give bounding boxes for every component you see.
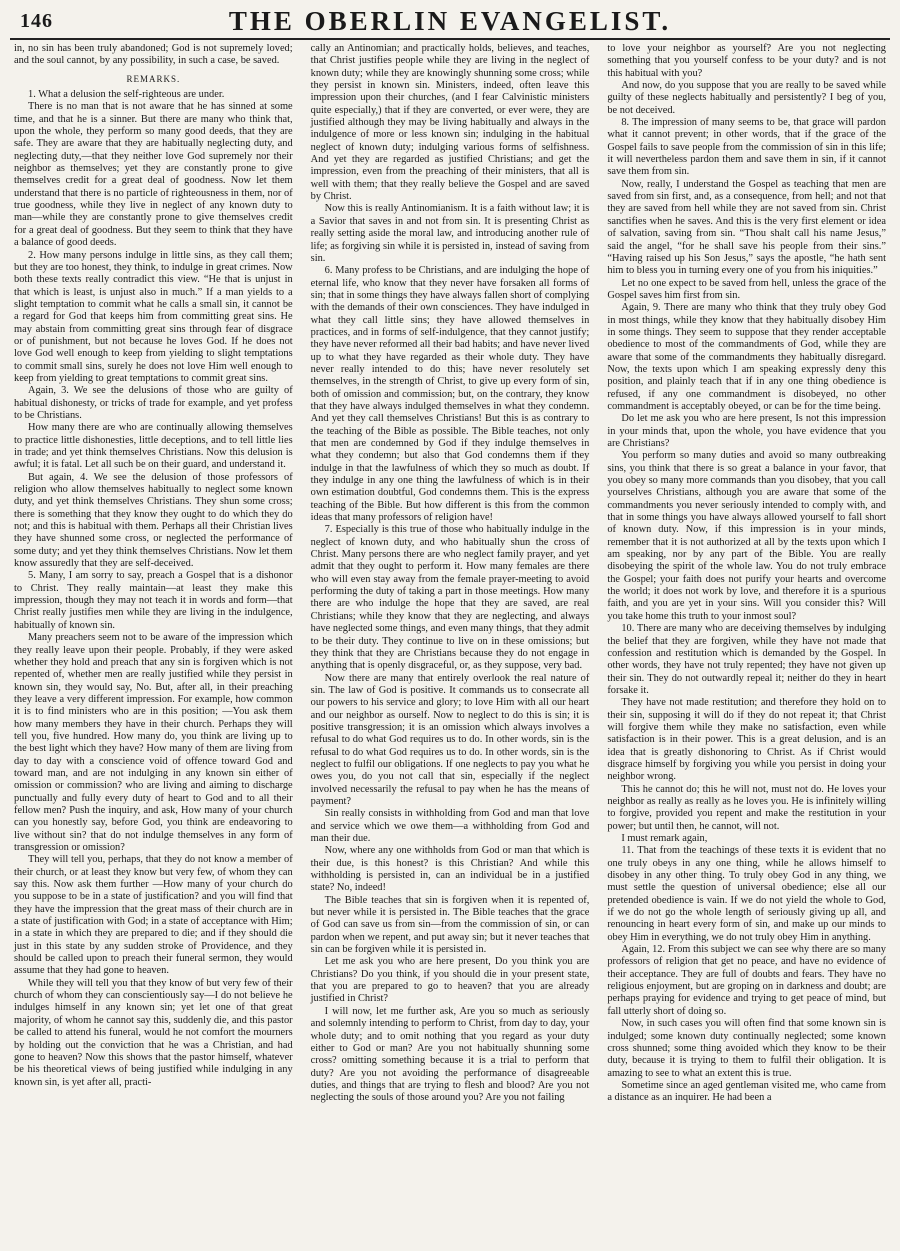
paragraph: Again, 9. There are many who think that they truly obey God in most things, while they know that they habitually disobey Him in some things. They seem to suppose that they render acceptable obedience to most of the commandments of God, while they are aware that some of the commandments they habitually disregard. Now, the texts upon which I am speaking expressly deny this position, and plainly teach that if in any one thing obedience is refused, if any one commandment is disobeyed, no other commandment is acceptably obeyed, or can be for the time being. [607,302,886,412]
paragraph: Let no one expect to be saved from hell, unless the grace of the Gospel saves him first from sin. [607,277,886,301]
paragraph: While they will tell you that they know of but very few of their church of whom they can conscientiously say—I do not believe he indulges himself in any known sin; yet let one of that great majority, of whom he cannot say this, suddenly die, and this pastor be called to attend his funeral, would he not comfort the mourners by holding out the conviction that he was a Christian, and had gone to heaven? Now this shows that the pastor himself, whatever be his theoretical views of being justified while indulging in any known sin, is yet after all, practi- [14,977,293,1088]
paragraph: Again, 12. From this subject we can see why there are so many professors of religion that get no peace, and have no evidence of their acceptance. They are full of doubts and fears. They have no religious enjoyment, but are groping on in darkness and doubt; are perhaps praying for evidence and trying to get peace of mind, but fall utterly short of doing so. [607,944,886,1017]
paragraph: And now, do you suppose that you are really to be saved while guilty of these neglects habitually and persistently? I beg of you, be not deceived. [607,80,886,116]
paragraph: How many there are who are continually allowing themselves to practice little dishonesties, little deceptions, and to tell little lies in trade; and yet think themselves Christians. Now this delusion is awful; it is fatal. Let all such be on their guard, and understand it. [14,422,293,471]
paragraph: 2. How many persons indulge in little sins, as they call them; but they are too honest, they think, to indulge in great crimes. Now both these texts really contradict this view. “He that is unjust in that which is least, is unjust also in much.” If a man yields to a slight temptation to commit what he calls a small sin, it cannot be a regard for God that keeps him from committing great sins. He may abstain from committing great sins through fear of disgrace or of punishment, but not because he loves God. If he does not love God well enough to keep from yielding to slight temptations to commit small sins, surely he does not love Him well enough to keep from yielding to great temptations to commit great sins. [14,249,293,384]
paragraph: There is no man that is not aware that he has sinned at some time, and that he is a sinner. But there are many who think that, upon the whole, they perform so many good deeds, that they are safe. They are aware that they are habitually neglecting duty, and neglecting duty,—that they neither love God supremely nor their neighbor as themselves; yet they are constantly prone to give themselves credit for a great deal of goodness. Now let them understand that there is no particle of righteousness in them, nor of true goodness, while they live in neglect of any known duty to man—while they are constantly prone to give themselves credit for a great deal of goodness. But they seem to think that they have a balance of good deeds. [14,101,293,249]
paragraph: You perform so many duties and avoid so many outbreaking sins, you think that there is so great a balance in your favor, that you obey so many more commands than you disobey, that you call yourselves Christians, although you are aware that some of the commandments you never seriously intended to comply with, and that in some things you have always allowed yourself to fall short of known duty. Now, if this impression is in your minds, remember that it is not authorized at all by the texts upon which I am speaking, nor by any part of the Bible. You are really disobeying the spirit of the whole law. You do not truly embrace the Gospel; your faith does not purify your hearts and overcome the world; it does not work by love, and therefore it is a spurious faith, and you are yet in your sins. Will you consider this? Will you take home this truth to your inmost soul? [607,450,886,622]
paragraph: I will now, let me further ask, Are you so much as seriously and solemnly intending to perform to Christ, from day to day, your whole duty; and to omit nothing that you regard as your duty either to God or man? Are you not habitually shunning some cross? omitting something because it is a trial to perform that duty? Are you not avoiding the performance of disagreeable duties, and things that are trying to flesh and blood? Are you not neglecting the souls of those around you? Are you not failing [310,1005,590,1104]
paragraph: Now, where any one withholds from God or man that which is their due, is this honest? is this Christian? And while this withholding is persisted in, can an individual be in a justified state? No, indeed! [310,845,590,894]
paragraph: to love your neighbor as yourself? Are you not neglecting something that you yourself confess to be your duty? and is not this habitual with you? [607,43,886,79]
column-1 [10,43,297,1248]
paragraph: But again, 4. We see the delusion of those professors of religion who allow themselves habitually to neglect some known duty, and yet think themselves Christians. They shun some cross; there is something that they know they ought to do which they do not; and this is habitual with them. Perhaps all their Christian lives they have shunned some cross, or neglected the performance of some duty; and yet they think themselves Christians. Now let them know assuredly that they are self-deceived. [14,471,293,570]
paragraph: 6. Many profess to be Christians, and are indulging the hope of eternal life, who know that they never have forsaken all forms of sin; that in some things they have always fallen short of complying with the demands of their own consciences. They have indulged in what they call little sins; they have allowed themselves in practices, and in forms of self-indulgence, that they cannot justify; they have never reformed all their bad habits; and have never lived up to what they have regarded as their whole duty. They have never really intended to do this; have never resolutely set themselves, in the strength of Christ, to give up every form of sin, both of omission and commission; but, on the contrary, they know that they have always indulged themselves in what they condemn. And yet they call themselves Christians! But this is as contrary to the teaching of the Bible as possible. The Bible teaches, not only that men are condemned by God if they indulge themselves in what they condemn; but also that God condemns them if they indulge in that the lawfulness of which they so much as doubt. If they indulge in any one thing the lawfulness of which is in their own estimation doubtful, God condemns them. This is the express teaching of the Bible. But how different is this from the common ideas that many professors of religion have! [310,265,590,524]
paragraph: Sometime since an aged gentleman visited me, who came from a distance as an inquirer. He had been a [607,1079,886,1104]
masthead [10,6,890,40]
section-heading: REMARKS. [126,73,181,84]
paragraph: 8. The impression of many seems to be, that grace will pardon what it cannot prevent; in other words, that if the grace of the Gospel fails to save people from the commission of sin in this life; it will nevertheless pardon them and save them in sin, if it cannot save them from sin. [607,117,886,178]
paragraph: Many preachers seem not to be aware of the impression which they really leave upon their people. Probably, if they were asked whether they hold and preach that any sin is forgiven which is not repented of, whether men are really justified while they persist in known sin, they would say, No. But, after all, in their preaching they leave a very different impression. For example, how common it is to find ministers who are in this position; —You ask them how many members they have in their church. Perhaps they will tell you, five hundred. How many do, you think are living up to the best light which they have? How many of them are living from day to day with a conscience void of offence toward God and toward man, and are not indulging in any known sin either of omission or commission? who are living and aiming to discharge punctually and fully every duty of heart to God and to all their fellow men? Push the inquiry, and ask, How many of your church can you honestly say, before God, you think are endeavoring to live without sin? that do not indulge themselves in any form of transgression or omission? [14,632,293,853]
paragraph: Now this is really Antinomianism. It is a faith without law; it is a Savior that saves in and not from sin. It is presenting Christ as really setting aside the moral law, and introducing another rule of life; as forgiving sin while it is persisted in, instead of saving from sin. [310,203,590,264]
paragraph: Again, 3. We see the delusions of those who are guilty of habitual dishonesty, or tricks of trade for example, and yet profess to be Christians. [14,385,293,421]
paragraph: Now there are many that entirely overlook the real nature of sin. The law of God is positive. It commands us to consecrate all our powers to his service and glory; to love Him with all our heart and our neighbor as ourself. Now to neglect to do this is sin; it is positive transgression; it is an omission which always involves a refusal to do what God requires us to do. In other words, sin is the refusal to do what God requires us to do. In other words, sin is the neglect to fulfil our obligations. If one neglects to pay you what he owes you, do you not call that sin, especially if the neglect involved necessarily the refusal to pay when he has the means of payment? [310,672,590,807]
paragraph: 5. Many, I am sorry to say, preach a Gospel that is a dishonor to Christ. They really maintain—at least they make this impression, though they may not teach it in words and form—that Christ really justifies men while they are living in the indulgence, habitually of known sin. [14,570,293,631]
paragraph: Sin really consists in withholding from God and man that love and service which we owe them—a withholding from God and man their due. [310,808,590,844]
paragraph: Now, in such cases you will often find that some known sin is indulged; some known duty continually neglected; some known cross shunned; some thing avoided which they know to be their duty, because it is trying to them to fulfil their obligation. It is amazing to see to what an extent this is true. [607,1018,886,1079]
column-3 [603,43,890,1248]
paragraph: They have not made restitution; and therefore they hold on to their sin, supposing it will do if they do not repeat it; that Christ will forgive them while they make no satisfaction, even while satisfaction is in their power. This is a great delusion, and is an idea that is greatly dishonoring to Christ. As if Christ would disgrace himself by forgiving you while you persist in doing your neighbor wrong. [607,697,886,783]
paragraph: I must remark again, [621,833,708,844]
paragraph: This he cannot do; this he will not, must not do. He loves your neighbor as really as really as he loves you. He is infinitely willing to forgive, provided you repent and make the restitution in your power; but until then, he cannot, will not. [607,783,886,832]
paragraph: Do let me ask you who are here present, Is not this impression in your minds that, upon the whole, you have evidence that you are Christians? [607,413,886,449]
column-2 [307,43,594,1248]
paragraph: 1. What a delusion the self-righteous are under. [28,89,225,101]
paragraph: 7. Especially is this true of those who habitually indulge in the neglect of known duty, and who habitually shun the cross of Christ. Many persons there are who neglect family prayer, and yet admit that they ought to perform it. How many females are there who will even stay away from the female prayer-meeting to avoid performing the duty of taking a part in those meetings. How many there are who indulge the hope that they are saved, are real Christians; while they know that they are neglecting, and always have neglected some things, and even many things, that they admit to be their duty. They continue to live on in these omissions; but they think that they are Christians because they do not engage in anything that is openly disgraceful, or, as they suppose, very bad. [310,524,590,672]
journal-title: THE OBERLIN EVANGELIST. [228,6,672,36]
paragraph: 11. That from the teachings of these texts it is evident that no one truly obeys in any one thing, while he allows himself to disobey in any other thing. To truly obey God in any thing, we must settle the question of universal obedience; else all our pretended obedience is vain. If we do not yield the whole to God, if we do not go the whole length of seriously giving up all, and renouncing in heart every form of sin, and make up our minds to obey Him in everything, we do not truly obey Him in anything. [607,845,886,943]
paragraph: They will tell you, perhaps, that they do not know a member of their church, or at least they know but very few, of whom they can say this. Now ask them further —How many of your church do you suppose to be in a state of justification? and you will find that they have the impression that the great mass of their church are in a state of justification with God; in a state of acceptance with Him; in a state in which they are prepared to die; and if they should die just in this state by any sudden stroke of Providence, and they should be called upon to preach their funeral sermon, they would assume that they had gone to heaven. [14,854,293,977]
paragraph: The Bible teaches that sin is forgiven when it is repented of, but never while it is persisted in. The Bible teaches that the grace of God can save us from sin—from the commission of sin, or can pardon when we repent, and put away sin; but it never teaches that sin can be forgiven while it is persisted in. [310,894,590,956]
page-number: 146 [20,10,53,32]
paragraph: Now, really, I understand the Gospel as teaching that men are saved from sin first, and, as a consequence, from hell; and not that they are saved from hell while they are not saved from sin. Christ sanctifies when he saves. And this is the very first element or idea of salvation, saving from sin. “Thou shalt call his name Jesus,” said the angel, “for he shall save his people from their sins.” “Having raised up his Son Jesus,” says the apostle, “he hath sent him to bless you in turning every one of you from his iniquities.” [607,178,886,277]
paragraph: cally an Antinomian; and practically holds, believes, and teaches, that Christ justifies people while they are living in the neglect of known duty; while they are knowingly shunning some cross; while they persist in known sin. Ministers, indeed, often leave this impression upon their churches, (and I fear Calvinistic ministers quite especially,) that if they are converted, or ever were, they are justified although they may be living habitually and always in the indulgence of more or less known sin; indulging in the habitual neglect of known duty; indulging various forms of selfishness. And yet they are regarded as justified Christians; and get the impression, even from the preaching of their ministers, that all is well with them; that they really believe the Gospel and are saved by Christ. [310,43,590,203]
paragraph: Let me ask you who are here present, Do you think you are Christians? Do you think, if you should die in your present state, that you are prepared to go to heaven? that you are already justified in Christ? [310,956,590,1005]
paragraph: in, no sin has been truly abandoned; God is not supremely loved; and the soul cannot, by any possibility, in such a case, be saved. [14,43,293,67]
paragraph: 10. There are many who are deceiving themselves by indulging the belief that they are forgiven, while they have not made that confession and restitution which is demanded by the Gospel. In other words, they have not truly repented; they have not given up their sin. They do not outwardly repeal it; neither do they in heart forsake it. [607,623,886,696]
article-columns [10,43,890,1248]
